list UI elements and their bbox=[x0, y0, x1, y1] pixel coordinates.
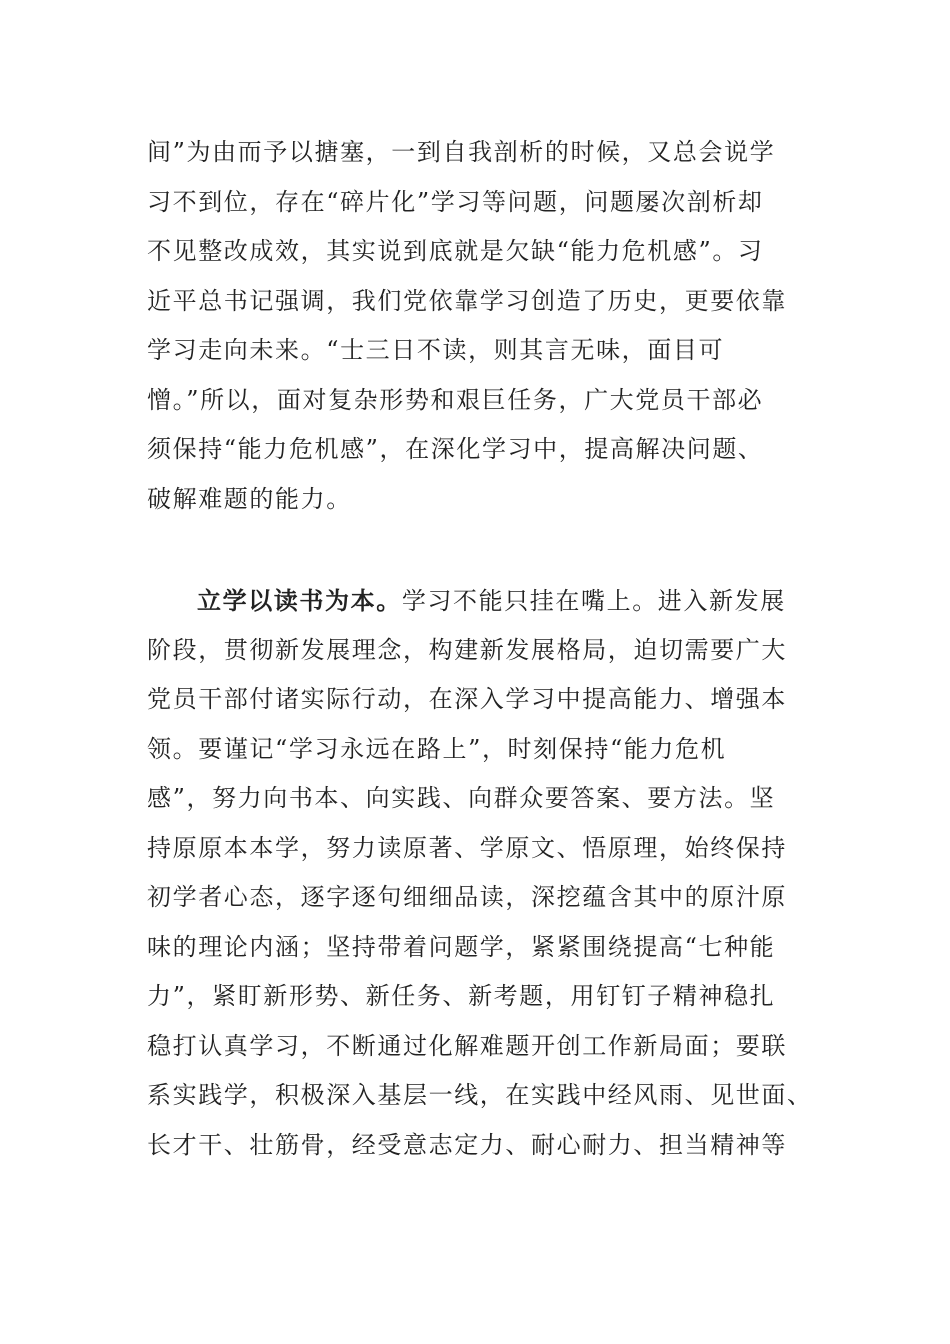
text-line: 学习走向未来。“士三日不读，则其言无味，面目可 bbox=[147, 336, 725, 364]
text-line: 阶段，贯彻新发展理念，构建新发展格局，迫切需要广大 bbox=[147, 635, 787, 664]
paragraph-2 bbox=[147, 576, 813, 1170]
text-line: 持原原本本学，努力读原著、学原文、悟原理，始终保持 bbox=[147, 833, 787, 862]
text-line: 力”，紧盯新形势、新任务、新考题，用钉钉子精神稳扎 bbox=[147, 982, 776, 1010]
text-line: 不见整改成效，其实说到底就是欠缺“能力危机感”。习 bbox=[147, 237, 764, 265]
text-line: 长才干、壮筋骨，经受意志定力、耐心耐力、担当精神等 bbox=[147, 1130, 787, 1159]
text-line: 稳打认真学习，不断通过化解难题开创工作新局面；要联 bbox=[147, 1031, 787, 1060]
paragraph-lead-heading: 立学以读书为本。 bbox=[197, 586, 402, 615]
paragraph-1 bbox=[147, 128, 797, 524]
text-line: 近平总书记强调，我们党依靠学习创造了历史，更要依靠 bbox=[147, 286, 787, 315]
text-line: 系实践学，积极深入基层一线，在实践中经风雨、见世面、 bbox=[147, 1081, 813, 1109]
text-line: 间”为由而予以搪塞，一到自我剖析的时候，又总会说学 bbox=[147, 138, 776, 166]
text-line: 味的理论内涵；坚持带着问题学，紧紧围绕提高“七种能 bbox=[147, 932, 776, 961]
text-line: 党员干部付诸实际行动，在深入学习中提高能力、增强本 bbox=[147, 685, 787, 713]
text-line: 感”，努力向书本、向实践、向群众要答案、要方法。坚 bbox=[147, 784, 776, 812]
first-line-text: 学习不能只挂在嘴上。进入新发展 bbox=[401, 587, 786, 615]
first-line bbox=[147, 576, 797, 626]
text-line: 憎。”所以，面对复杂形势和艰巨任务，广大党员干部必 bbox=[147, 385, 764, 414]
text-line: 领。要谨记“学习永远在路上”，时刻保持“能力危机 bbox=[147, 734, 727, 763]
text-line: 破解难题的能力。 bbox=[147, 484, 352, 513]
text-line: 初学者心态，逐字逐句细细品读，深挖蕴含其中的原汁原 bbox=[147, 883, 787, 911]
text-line: 须保持“能力危机感”，在深化学习中，提高解决问题、 bbox=[147, 435, 764, 463]
text-line: 习不到位，存在“碎片化”学习等问题，问题屡次剖析却 bbox=[147, 187, 764, 216]
